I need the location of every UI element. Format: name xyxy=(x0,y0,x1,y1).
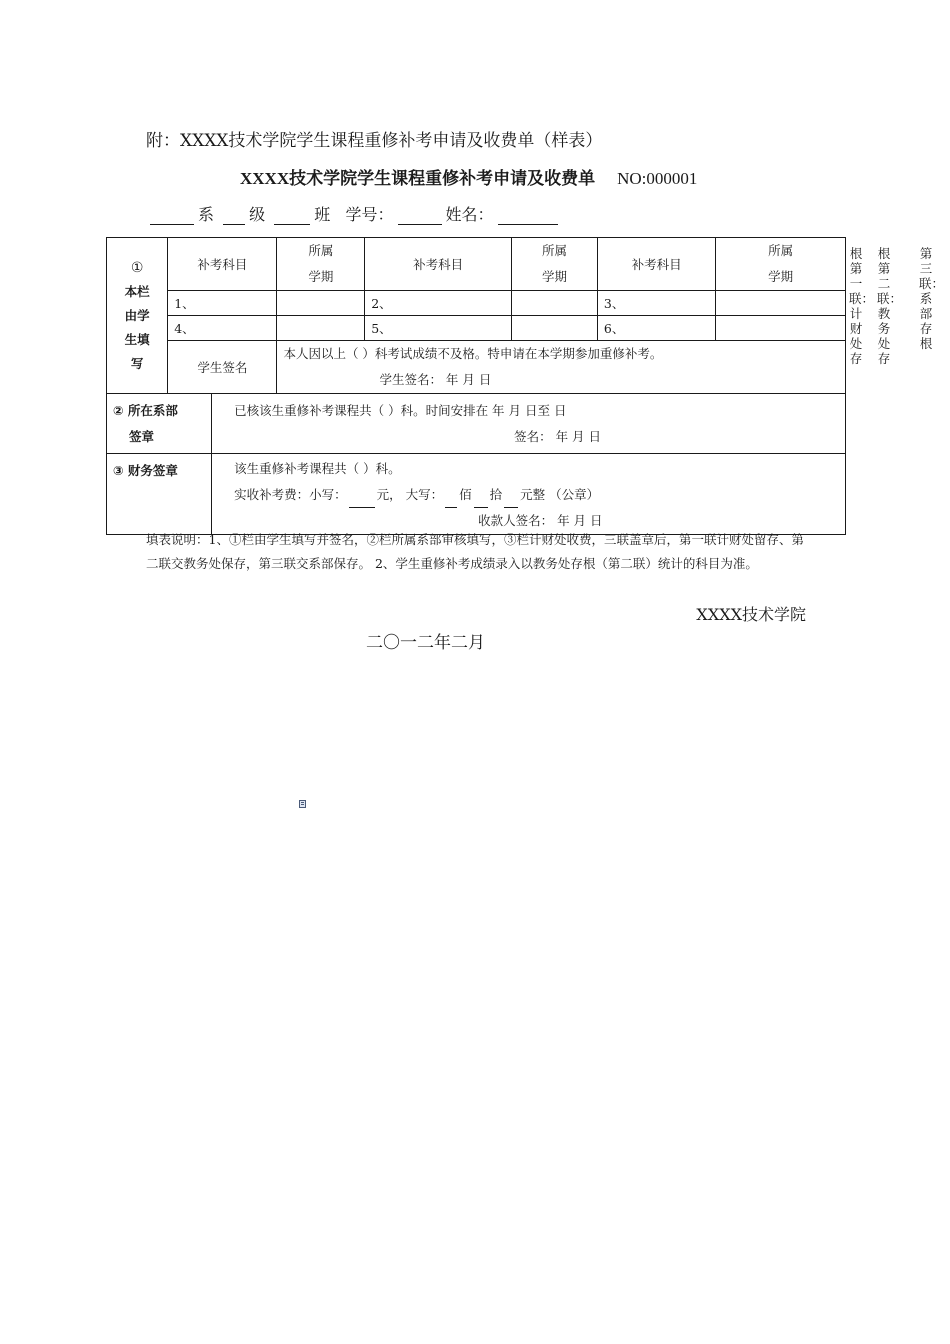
header-term-line: 学期 xyxy=(308,269,334,284)
section2-sign: 签名： 年 月 日 xyxy=(514,429,602,444)
subject-cell[interactable]: 1、 xyxy=(168,291,277,316)
term-cell[interactable] xyxy=(277,316,365,341)
subject-cell[interactable]: 4、 xyxy=(168,316,277,341)
table-row xyxy=(107,316,846,341)
fee-shi-blank[interactable] xyxy=(474,493,488,508)
subject-cell[interactable]: 6、 xyxy=(597,316,715,341)
side-label-copy2: 根第二联：教务处存 xyxy=(877,246,903,366)
side-label-copy1: 根第一联：计财处存 xyxy=(849,246,875,366)
section1-label-line: 写 xyxy=(130,355,144,371)
term-cell[interactable] xyxy=(512,291,598,316)
fee-shi: 拾 xyxy=(489,487,503,502)
school-name: XXXX技术学院 xyxy=(696,605,806,624)
student-statement: 本人因以上（ ）科考试成绩不及格。特申请在本学期参加重修补考。 xyxy=(283,346,663,361)
instructions-note: 填表说明：1、①栏由学生填写并签名，②栏所属系部审核填写，③栏计财处收费，三联盖章后，第一联计财处留存、第二联交教务处保存，第三联交系部保存。 2、学生重修补考成绩录入以教务处存根（第二联）统计的科目为准。 xyxy=(146,532,804,571)
payee-sign: 收款人签名： 年 月 日 xyxy=(478,513,603,528)
fee-bai-blank[interactable] xyxy=(445,493,457,508)
term-cell[interactable] xyxy=(277,291,365,316)
section2-label-line1: ② 所在系部 xyxy=(113,403,178,418)
class-label: 班 xyxy=(314,205,331,224)
section3-text: 该生重修补考课程共（ ）科。 xyxy=(234,461,401,476)
issue-date: 二〇一二年二月 xyxy=(366,633,485,653)
fee-small-label: 实收补考费：小写： xyxy=(234,487,347,502)
term-cell[interactable] xyxy=(512,316,598,341)
header-term-3 xyxy=(716,238,846,291)
student-sign-date: 学生签名： 年 月 日 xyxy=(379,372,492,387)
dept-label: 系 xyxy=(198,205,215,224)
table-row xyxy=(107,291,846,316)
class-blank[interactable] xyxy=(274,208,310,225)
grade-blank[interactable] xyxy=(223,208,245,225)
section1-label-line: 由学 xyxy=(124,307,150,323)
application-form-table xyxy=(106,237,846,535)
document-icon xyxy=(299,800,307,808)
header-subject-3: 补考科目 xyxy=(597,238,715,291)
header-subject-1: 补考科目 xyxy=(168,238,277,291)
fee-bai: 佰 xyxy=(459,487,472,502)
fee-big-label: ， 大写： xyxy=(389,487,444,502)
section2-label-line2: 签章 xyxy=(129,429,155,444)
subject-cell[interactable]: 5、 xyxy=(365,316,512,341)
section2-label xyxy=(107,394,212,454)
fee-yuan: 元 xyxy=(376,487,390,502)
subject-cell[interactable]: 2、 xyxy=(365,291,512,316)
header-subject-2: 补考科目 xyxy=(365,238,512,291)
name-blank[interactable] xyxy=(498,208,558,225)
section1-number: ① xyxy=(130,259,144,276)
fee-end: 元整 （公章） xyxy=(520,487,600,502)
subject-cell[interactable]: 3、 xyxy=(597,291,715,316)
header-term-1 xyxy=(277,238,365,291)
form-title-line xyxy=(240,164,697,189)
name-label: 姓名： xyxy=(445,205,494,224)
grade-label: 级 xyxy=(249,205,266,224)
section1-label-line: 生填 xyxy=(124,331,150,347)
header-term-line: 所属 xyxy=(768,243,794,258)
term-cell[interactable] xyxy=(716,291,846,316)
side-label-copy3: 第三联：系部存根 xyxy=(919,246,945,351)
fee-line xyxy=(234,482,839,508)
term-cell[interactable] xyxy=(716,316,846,341)
header-term-line: 所属 xyxy=(308,243,334,258)
section1-label-line: 本栏 xyxy=(124,283,150,299)
header-term-line: 学期 xyxy=(542,269,568,284)
student-signature-label: 学生签名 xyxy=(168,341,277,394)
student-id-blank[interactable] xyxy=(398,208,442,225)
form-title: XXXX技术学院学生课程重修补考申请及收费单 xyxy=(240,169,596,188)
dept-blank[interactable] xyxy=(150,208,194,225)
student-id-label: 学号： xyxy=(345,205,394,224)
section1-label xyxy=(107,238,168,394)
form-number: NO:000001 xyxy=(617,169,698,188)
student-info-line xyxy=(146,202,562,225)
section2-content[interactable] xyxy=(212,394,846,454)
section3-label: ③ 财务签章 xyxy=(107,454,212,535)
section3-content[interactable] xyxy=(212,454,846,535)
header-term-line: 所属 xyxy=(542,243,568,258)
fee-small-blank[interactable] xyxy=(349,493,375,508)
header-term-2 xyxy=(512,238,598,291)
student-statement-cell[interactable] xyxy=(277,341,846,394)
header-term-line: 学期 xyxy=(768,269,794,284)
section2-text: 已核该生重修补考课程共（ ）科。时间安排在 年 月 日至 日 xyxy=(234,403,567,418)
fee-yuan-blank[interactable] xyxy=(504,493,518,508)
appendix-title: 附：XXXX技术学院学生课程重修补考申请及收费单（样表） xyxy=(146,131,603,151)
